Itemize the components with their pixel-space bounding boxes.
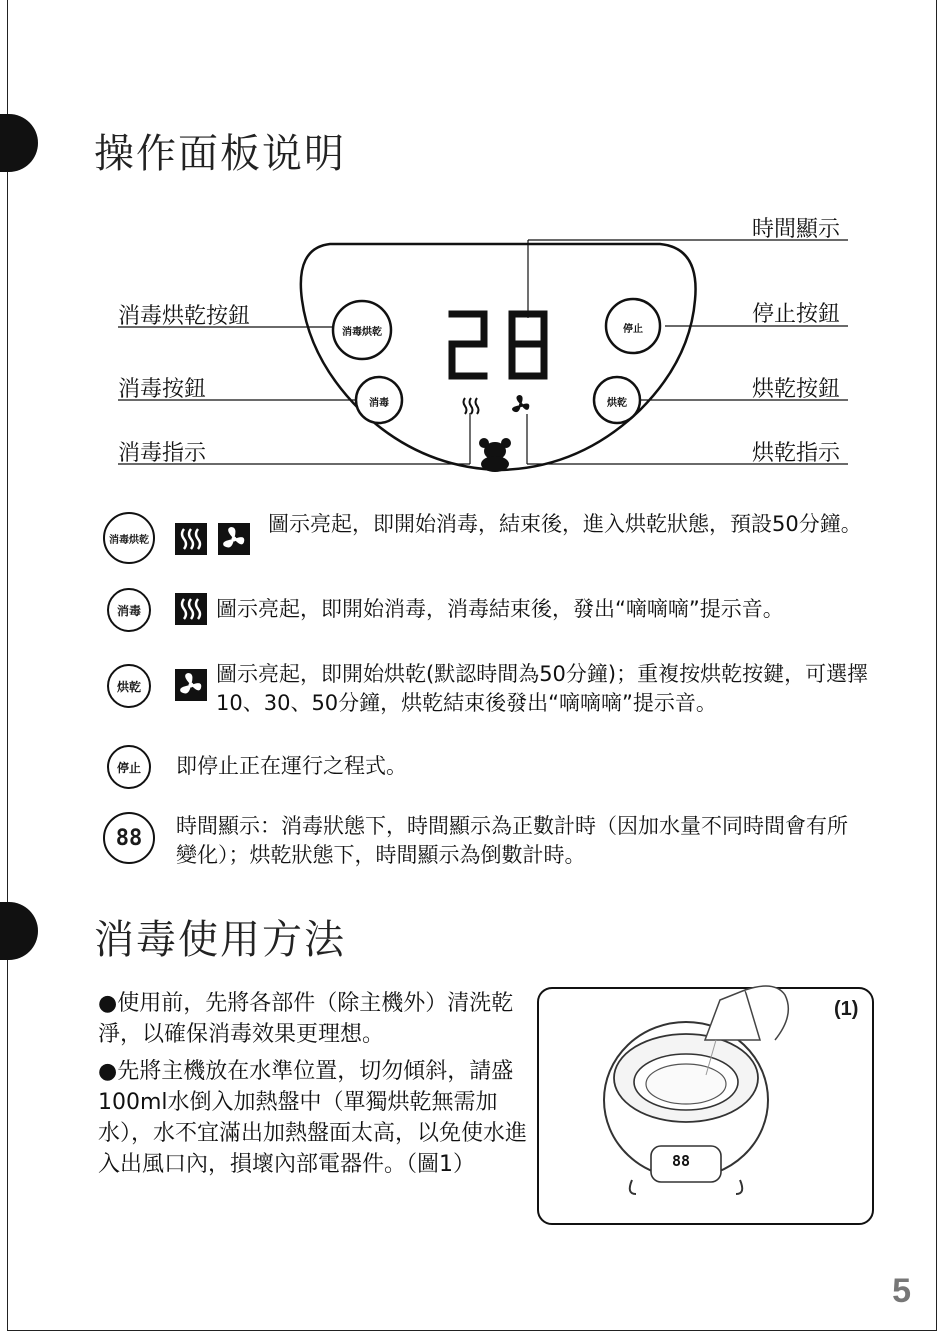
figure-display: 88 [672,1152,691,1170]
legend-stop-button-icon: 停止 [107,745,151,789]
callout-sterilize-dry-button: 消毒烘乾按鈕 [118,304,251,329]
legend-sterilize-dry-button-icon: 消毒烘乾 [103,512,155,564]
heat-waves-icon [464,398,479,414]
legend-dry-text: 圖示亮起，即開始烘乾(默認時間為50分鐘)；重複按烘乾按鍵，可選擇10、30、50分鐘，烘乾結束後發出“嘀嘀嘀”提示音。 [216,662,869,715]
usage-section-title: 消毒使用方法 [94,917,346,963]
figure-label: (1) [834,998,859,1020]
callout-sterilize-button: 消毒按鈕 [118,377,207,402]
legend-time-display-icon: 88 [103,812,155,864]
seven-segment-digit-2 [452,314,484,376]
legend-time-display-text: 時間顯示：消毒狀態下，時間顯示為正數計時（因加水量不同時間會有所變化）；烘乾狀態下，時間顯示為倒數計時。 [176,814,848,867]
legend-dry-button-icon: 烘乾 [107,664,151,708]
callout-dry-button: 烘乾按鈕 [752,377,841,402]
legend-sterilize-text: 圖示亮起，即開始消毒，消毒結束後，發出“嘀嘀嘀”提示音。 [216,597,784,621]
page-number: 5 [892,1272,911,1310]
panel-stop-button-label[interactable]: 停止 [623,324,643,335]
callout-sterilize-indicator: 消毒指示 [118,441,207,466]
instruction-item: ●先將主機放在水準位置，切勿傾斜，請盛100ml水倒入加熱盤中（單獨烘乾無需加水），水不宜滿出加熱盤面太高，以免使水進入出風口內，損壞內部電器件。（圖1） [98,1059,528,1177]
seven-segment-digit-8 [512,314,544,376]
bear-logo [479,438,511,472]
legend-stop-text: 即停止正在運行之程式。 [176,754,407,778]
legend-sterilize-dry-text: 圖示亮起，即開始消毒，結束後，進入烘乾狀態，預設50分鐘。 [268,512,862,536]
panel-sterilize-button-label[interactable]: 消毒 [369,398,389,409]
figure-1-illustration [538,986,873,1224]
instruction-item: ●使用前，先將各部件（除主機外）清洗乾淨，以確保消毒效果更理想。 [98,991,514,1047]
callout-time-display: 時間顯示 [752,217,841,242]
legend-sterilize-button-icon: 消毒 [107,588,151,632]
callout-stop-button: 停止按鈕 [752,302,841,327]
panel-sterilize-dry-button-label[interactable]: 消毒烘乾 [342,327,382,338]
panel-dry-button-label[interactable]: 烘乾 [607,398,627,409]
panel-section-title: 操作面板说明 [94,131,346,177]
callout-dry-indicator: 烘乾指示 [752,441,841,466]
fan-icon [512,395,529,412]
